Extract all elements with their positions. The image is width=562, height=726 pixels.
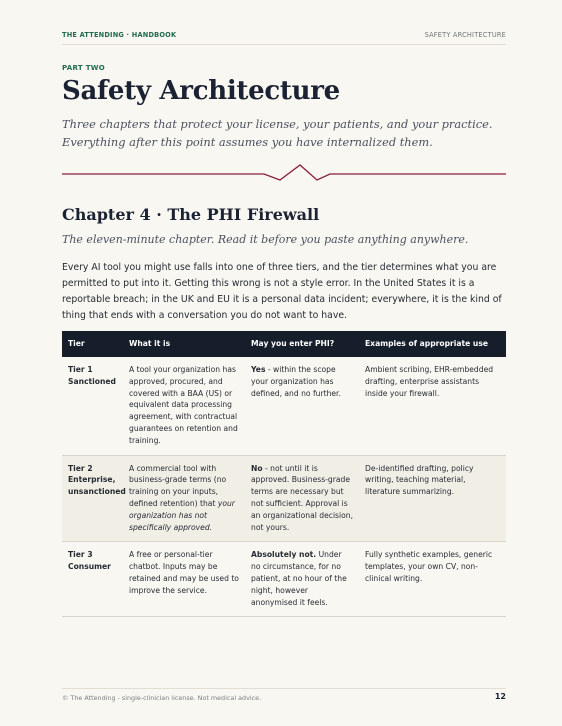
tier-cell: Tier 1 Sanctioned xyxy=(62,357,123,455)
table-row xyxy=(62,357,506,455)
header-rule xyxy=(62,44,506,45)
col-header-phi: May you enter PHI? xyxy=(245,331,359,357)
page-subtitle: Three chapters that protect your license, your patients, and your practice. Everything after this point assumes you have internalized them. xyxy=(62,117,493,149)
phi-detail: Under no circumstance, for no patient, at no hour of the night, however anonymised it feels. xyxy=(251,550,347,607)
examples-cell: Fully synthetic examples, generic templates, your own CV, non-clinical writing. xyxy=(359,542,506,617)
what-emphasis: your organization has not specifically approved. xyxy=(129,498,235,532)
ecg-line xyxy=(62,165,506,180)
what-cell: A free or personal-tier chatbot. Inputs may be retained and may be used to improve the service. xyxy=(123,542,245,617)
table-row xyxy=(62,542,506,617)
phi-cell xyxy=(245,542,359,617)
page-number: 12 xyxy=(494,692,506,701)
chapter-title: Chapter 4 · The PHI Firewall xyxy=(62,205,320,224)
running-header xyxy=(62,31,506,39)
examples-cell: De-identified drafting, policy writing, teaching material, literature summarizing. xyxy=(359,455,506,542)
table-header-row xyxy=(62,331,506,357)
running-header-title: THE ATTENDING · HANDBOOK xyxy=(62,31,177,39)
what-text: A commercial tool with business-grade terms (no training on your inputs, defined retention) that xyxy=(129,463,227,508)
what-cell xyxy=(123,455,245,542)
phi-detail: - within the scope your organization has defined, and no further. xyxy=(251,365,341,398)
chapter-subtitle: The eleven-minute chapter. Read it before you paste anything anywhere. xyxy=(62,233,469,246)
col-header-tier: Tier xyxy=(62,331,123,357)
ecg-divider-icon xyxy=(62,160,506,184)
examples-cell: Ambient scribing, EHR-embedded drafting, enterprise assistants inside your firewall. xyxy=(359,357,506,455)
table-row xyxy=(62,455,506,542)
tier-cell: Tier 2 Enterprise, unsanctioned xyxy=(62,455,123,542)
page-title: Safety Architecture xyxy=(62,76,340,106)
col-header-what: What it is xyxy=(123,331,245,357)
footer-license: © The Attending - single-clinician license. Not medical advice. xyxy=(62,694,262,702)
col-header-examples: Examples of appropriate use xyxy=(359,331,506,357)
phi-verdict: Yes xyxy=(251,365,266,374)
phi-detail: - not until it is approved. Business-grade terms are necessary but not sufficient. Approval is an organizational decision, not yours. xyxy=(251,463,353,532)
phi-verdict: Absolutely not. xyxy=(251,550,317,560)
part-label: PART TWO xyxy=(62,64,106,72)
tier-table xyxy=(62,331,506,617)
phi-cell xyxy=(245,455,359,542)
chapter-intro: Every AI tool you might use falls into one of three tiers, and the tier determines what you are permitted to put into it. Getting this wrong is not a style error. In the United States it is a reportable breach; in the UK and EU it is a personal data incident; everywhere, it is the kind of thing that ends with a conversation you do not want to have. xyxy=(62,262,502,321)
tier-cell: Tier 3 Consumer xyxy=(62,542,123,617)
running-header-section: SAFETY ARCHITECTURE xyxy=(424,31,506,39)
footer-rule xyxy=(62,688,506,689)
what-cell: A tool your organization has approved, procured, and covered with a BAA (US) or equivalent data processing agreement, with contractual guarantees on retention and training. xyxy=(123,357,245,455)
phi-cell xyxy=(245,357,359,455)
phi-verdict: No xyxy=(251,463,263,473)
